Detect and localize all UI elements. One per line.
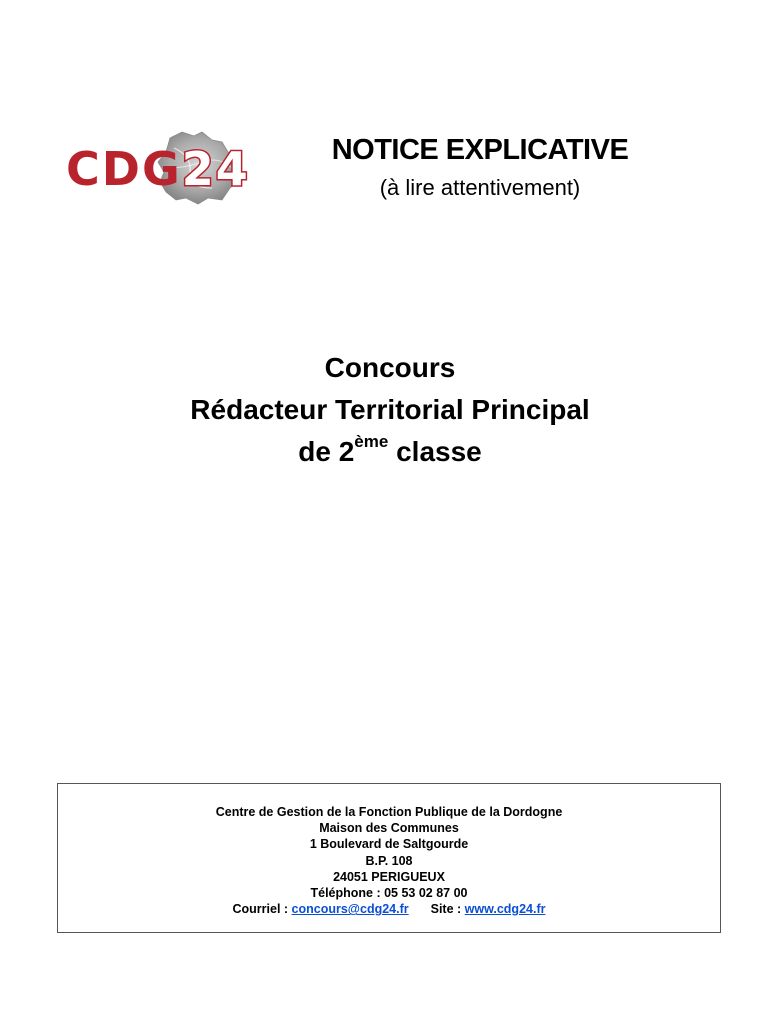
contact-building: Maison des Communes xyxy=(319,821,459,836)
contact-phone: Téléphone : 05 53 02 87 00 xyxy=(310,886,468,901)
site-link[interactable]: www.cdg24.fr xyxy=(464,902,546,917)
contact-organization: Centre de Gestion de la Fonction Publique de la Dordogne xyxy=(215,805,563,819)
contact-box xyxy=(57,783,721,933)
contact-links-row xyxy=(58,901,720,917)
page-title: NOTICE EXPLICATIVE xyxy=(331,134,629,166)
logo-wordmark xyxy=(66,142,250,196)
page-subtitle: (à lire attentivement) xyxy=(379,175,581,200)
title-line-3-suffix: classe xyxy=(388,436,482,467)
logo-text-24: 24 xyxy=(181,142,250,196)
title-line-3-sup: ème xyxy=(354,431,389,451)
title-line-3-prefix: de 2 xyxy=(298,436,355,467)
email-label: Courriel : xyxy=(232,902,292,917)
contact-city: 24051 PERIGUEUX xyxy=(333,869,445,884)
title-line-1: Concours xyxy=(324,352,456,383)
contact-street: 1 Boulevard de Saltgourde xyxy=(309,837,469,852)
site-label: Site : xyxy=(430,902,465,917)
email-link[interactable]: concours@cdg24.fr xyxy=(291,902,409,917)
contact-po-box: B.P. 108 xyxy=(365,853,413,868)
document-title xyxy=(90,347,690,473)
logo-text-cdg: CDG xyxy=(66,142,182,196)
title-line-2: Rédacteur Territorial Principal xyxy=(190,394,590,425)
cdg24-logo xyxy=(62,128,250,206)
title-line-3 xyxy=(90,431,690,473)
